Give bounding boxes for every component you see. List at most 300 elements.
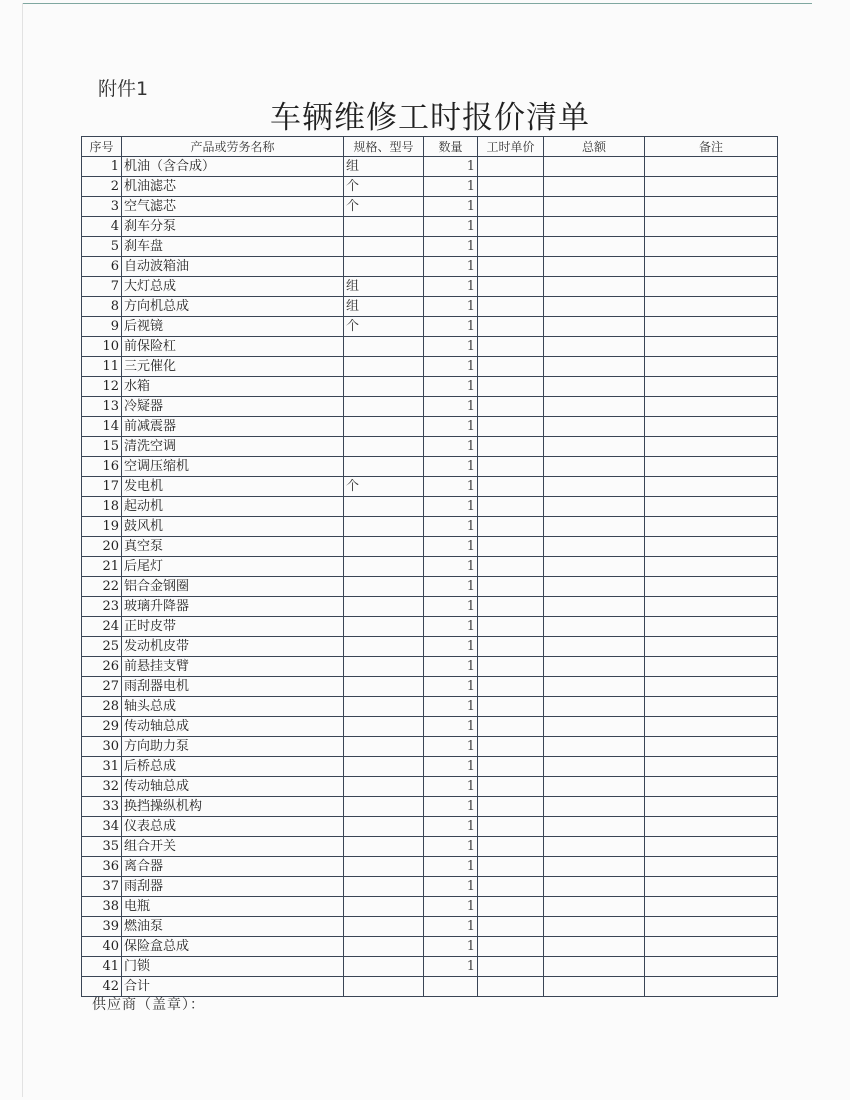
cell-remark [645, 697, 778, 717]
cell-qty: 1 [424, 957, 478, 977]
cell-unit-price [478, 657, 544, 677]
cell-no: 2 [82, 177, 122, 197]
table-row [82, 557, 778, 577]
cell-no: 3 [82, 197, 122, 217]
cell-name: 换挡操纵机构 [122, 797, 344, 817]
cell-spec [344, 417, 424, 437]
cell-spec [344, 597, 424, 617]
table-row [82, 317, 778, 337]
cell-no: 23 [82, 597, 122, 617]
cell-remark [645, 957, 778, 977]
cell-total [544, 477, 645, 497]
cell-name: 正时皮带 [122, 617, 344, 637]
cell-unit-price [478, 737, 544, 757]
cell-unit-price [478, 537, 544, 557]
cell-qty: 1 [424, 757, 478, 777]
cell-name: 电瓶 [122, 897, 344, 917]
cell-total [544, 857, 645, 877]
cell-spec: 个 [344, 477, 424, 497]
cell-qty: 1 [424, 717, 478, 737]
cell-remark [645, 437, 778, 457]
cell-qty: 1 [424, 537, 478, 557]
cell-name: 方向助力泵 [122, 737, 344, 757]
cell-name: 水箱 [122, 377, 344, 397]
cell-unit-price [478, 217, 544, 237]
cell-name: 保险盒总成 [122, 937, 344, 957]
cell-qty: 1 [424, 457, 478, 477]
cell-remark [645, 797, 778, 817]
cell-unit-price [478, 917, 544, 937]
cell-remark [645, 937, 778, 957]
cell-spec [344, 397, 424, 417]
cell-qty: 1 [424, 177, 478, 197]
table-row [82, 377, 778, 397]
cell-unit-price [478, 637, 544, 657]
cell-qty: 1 [424, 817, 478, 837]
table-row [82, 897, 778, 917]
cell-no: 22 [82, 577, 122, 597]
cell-total [544, 677, 645, 697]
cell-unit-price [478, 697, 544, 717]
cell-remark [645, 197, 778, 217]
page-top-rule [22, 3, 812, 4]
cell-total [544, 517, 645, 537]
cell-qty: 1 [424, 417, 478, 437]
cell-name: 起动机 [122, 497, 344, 517]
cell-name: 大灯总成 [122, 277, 344, 297]
table-row [82, 497, 778, 517]
cell-spec [344, 637, 424, 657]
table-row [82, 477, 778, 497]
cell-remark [645, 517, 778, 537]
cell-spec: 组 [344, 157, 424, 177]
table-row [82, 177, 778, 197]
cell-name: 冷疑器 [122, 397, 344, 417]
table-row [82, 597, 778, 617]
cell-total [544, 277, 645, 297]
cell-unit-price [478, 797, 544, 817]
cell-name: 真空泵 [122, 537, 344, 557]
cell-name: 仪表总成 [122, 817, 344, 837]
cell-name: 鼓风机 [122, 517, 344, 537]
cell-unit-price [478, 397, 544, 417]
cell-remark [645, 297, 778, 317]
cell-unit-price [478, 357, 544, 377]
table-row [82, 677, 778, 697]
cell-total [544, 337, 645, 357]
cell-name: 自动波箱油 [122, 257, 344, 277]
table-row [82, 257, 778, 277]
table-row [82, 937, 778, 957]
cell-spec: 个 [344, 177, 424, 197]
cell-no: 32 [82, 777, 122, 797]
cell-no: 34 [82, 817, 122, 837]
cell-no: 31 [82, 757, 122, 777]
cell-spec [344, 457, 424, 477]
cell-remark [645, 617, 778, 637]
table-header-row [82, 137, 778, 157]
cell-total [544, 177, 645, 197]
cell-no: 13 [82, 397, 122, 417]
cell-remark [645, 397, 778, 417]
cell-name: 离合器 [122, 857, 344, 877]
cell-total [544, 837, 645, 857]
cell-name: 雨刮器电机 [122, 677, 344, 697]
cell-qty: 1 [424, 897, 478, 917]
table-row [82, 357, 778, 377]
cell-spec [344, 357, 424, 377]
table-row [82, 457, 778, 477]
cell-remark [645, 917, 778, 937]
cell-spec [344, 437, 424, 457]
cell-unit-price [478, 497, 544, 517]
cell-qty: 1 [424, 597, 478, 617]
cell-spec [344, 657, 424, 677]
table-row [82, 577, 778, 597]
cell-remark [645, 537, 778, 557]
cell-spec [344, 517, 424, 537]
table-row [82, 777, 778, 797]
table-row [82, 717, 778, 737]
cell-unit-price [478, 377, 544, 397]
cell-remark [645, 757, 778, 777]
cell-spec [344, 957, 424, 977]
cell-qty: 1 [424, 877, 478, 897]
cell-total [544, 617, 645, 637]
cell-name: 机油滤芯 [122, 177, 344, 197]
cell-total [544, 697, 645, 717]
cell-spec [344, 937, 424, 957]
cell-total [544, 657, 645, 677]
cell-unit-price [478, 877, 544, 897]
cell-total [544, 457, 645, 477]
cell-no: 20 [82, 537, 122, 557]
cell-spec [344, 237, 424, 257]
cell-remark [645, 237, 778, 257]
cell-spec [344, 777, 424, 797]
page-left-rule [22, 3, 23, 1097]
cell-name: 刹车分泵 [122, 217, 344, 237]
cell-name: 空调压缩机 [122, 457, 344, 477]
table-row [82, 737, 778, 757]
cell-qty: 1 [424, 237, 478, 257]
cell-no: 28 [82, 697, 122, 717]
cell-spec [344, 697, 424, 717]
cell-qty: 1 [424, 497, 478, 517]
cell-spec [344, 257, 424, 277]
table-row [82, 277, 778, 297]
cell-qty: 1 [424, 737, 478, 757]
cell-total [544, 717, 645, 737]
cell-qty: 1 [424, 217, 478, 237]
cell-name: 前悬挂支臂 [122, 657, 344, 677]
cell-unit-price [478, 457, 544, 477]
cell-name: 机油（含合成） [122, 157, 344, 177]
cell-name: 前保险杠 [122, 337, 344, 357]
cell-spec: 组 [344, 297, 424, 317]
table-row [82, 157, 778, 177]
cell-remark [645, 657, 778, 677]
cell-no: 40 [82, 937, 122, 957]
table-row [82, 757, 778, 777]
cell-total [544, 237, 645, 257]
cell-no: 7 [82, 277, 122, 297]
cell-unit-price [478, 937, 544, 957]
cell-total [544, 917, 645, 937]
cell-total [544, 637, 645, 657]
cell-unit-price [478, 177, 544, 197]
cell-unit-price [478, 597, 544, 617]
cell-unit-price [478, 437, 544, 457]
cell-no: 25 [82, 637, 122, 657]
cell-qty: 1 [424, 277, 478, 297]
table-row [82, 637, 778, 657]
cell-remark [645, 157, 778, 177]
cell-total [544, 737, 645, 757]
cell-name: 后桥总成 [122, 757, 344, 777]
cell-remark [645, 877, 778, 897]
cell-no: 38 [82, 897, 122, 917]
cell-remark [645, 557, 778, 577]
cell-qty: 1 [424, 677, 478, 697]
cell-unit-price [478, 317, 544, 337]
cell-total [544, 357, 645, 377]
table-row [82, 237, 778, 257]
cell-no: 12 [82, 377, 122, 397]
cell-qty: 1 [424, 857, 478, 877]
cell-remark [645, 597, 778, 617]
cell-unit-price [478, 297, 544, 317]
cell-no: 15 [82, 437, 122, 457]
cell-total [544, 377, 645, 397]
cell-total [544, 977, 645, 997]
cell-qty: 1 [424, 777, 478, 797]
cell-remark [645, 257, 778, 277]
cell-qty: 1 [424, 937, 478, 957]
cell-total [544, 297, 645, 317]
cell-total [544, 197, 645, 217]
cell-name: 发动机皮带 [122, 637, 344, 657]
cell-total [544, 777, 645, 797]
cell-spec [344, 537, 424, 557]
cell-total [544, 597, 645, 617]
cell-no: 41 [82, 957, 122, 977]
cell-qty: 1 [424, 157, 478, 177]
header-no: 序号 [82, 137, 122, 157]
cell-remark [645, 897, 778, 917]
cell-unit-price [478, 957, 544, 977]
cell-qty: 1 [424, 557, 478, 577]
cell-qty: 1 [424, 337, 478, 357]
cell-remark [645, 497, 778, 517]
cell-no: 42 [82, 977, 122, 997]
cell-no: 29 [82, 717, 122, 737]
cell-name: 空气滤芯 [122, 197, 344, 217]
cell-spec [344, 917, 424, 937]
cell-spec [344, 757, 424, 777]
cell-unit-price [478, 837, 544, 857]
cell-no: 33 [82, 797, 122, 817]
cell-no: 36 [82, 857, 122, 877]
cell-remark [645, 177, 778, 197]
cell-name: 清洗空调 [122, 437, 344, 457]
cell-total [544, 817, 645, 837]
cell-name: 门锁 [122, 957, 344, 977]
cell-no: 37 [82, 877, 122, 897]
cell-unit-price [478, 757, 544, 777]
cell-no: 14 [82, 417, 122, 437]
cell-unit-price [478, 197, 544, 217]
cell-qty: 1 [424, 257, 478, 277]
cell-spec [344, 337, 424, 357]
cell-remark [645, 457, 778, 477]
table-row [82, 957, 778, 977]
cell-name: 轴头总成 [122, 697, 344, 717]
cell-no: 11 [82, 357, 122, 377]
cell-no: 39 [82, 917, 122, 937]
cell-qty: 1 [424, 297, 478, 317]
cell-unit-price [478, 477, 544, 497]
cell-qty: 1 [424, 637, 478, 657]
cell-unit-price [478, 577, 544, 597]
cell-no: 21 [82, 557, 122, 577]
cell-total [544, 757, 645, 777]
cell-total [544, 557, 645, 577]
cell-spec [344, 897, 424, 917]
cell-qty [424, 977, 478, 997]
cell-total [544, 897, 645, 917]
cell-no: 5 [82, 237, 122, 257]
table-row [82, 517, 778, 537]
table-row [82, 217, 778, 237]
cell-remark [645, 277, 778, 297]
table-row [82, 617, 778, 637]
cell-no: 26 [82, 657, 122, 677]
cell-remark [645, 337, 778, 357]
cell-no: 30 [82, 737, 122, 757]
cell-name: 传动轴总成 [122, 717, 344, 737]
cell-no: 19 [82, 517, 122, 537]
cell-qty: 1 [424, 377, 478, 397]
cell-unit-price [478, 157, 544, 177]
cell-name: 三元催化 [122, 357, 344, 377]
cell-spec: 个 [344, 317, 424, 337]
cell-name: 铝合金钢圈 [122, 577, 344, 597]
cell-spec [344, 717, 424, 737]
cell-name: 方向机总成 [122, 297, 344, 317]
cell-no: 24 [82, 617, 122, 637]
cell-no: 18 [82, 497, 122, 517]
cell-total [544, 937, 645, 957]
table-row [82, 857, 778, 877]
cell-name: 组合开关 [122, 837, 344, 857]
cell-spec [344, 817, 424, 837]
cell-remark [645, 377, 778, 397]
cell-remark [645, 857, 778, 877]
header-name: 产品或劳务名称 [122, 137, 344, 157]
cell-qty: 1 [424, 517, 478, 537]
cell-no: 27 [82, 677, 122, 697]
cell-unit-price [478, 977, 544, 997]
cell-no: 8 [82, 297, 122, 317]
cell-unit-price [478, 817, 544, 837]
cell-unit-price [478, 417, 544, 437]
cell-qty: 1 [424, 397, 478, 417]
cell-remark [645, 317, 778, 337]
cell-spec [344, 877, 424, 897]
cell-total [544, 217, 645, 237]
table-row [82, 437, 778, 457]
header-total: 总额 [544, 137, 645, 157]
cell-unit-price [478, 237, 544, 257]
table-row [82, 697, 778, 717]
cell-remark [645, 357, 778, 377]
cell-total [544, 417, 645, 437]
cell-name: 传动轴总成 [122, 777, 344, 797]
supplier-seal-label: 供应商（盖章）： [92, 997, 205, 1013]
cell-total [544, 497, 645, 517]
cell-unit-price [478, 717, 544, 737]
cell-total [544, 437, 645, 457]
table-row [82, 197, 778, 217]
cell-remark [645, 577, 778, 597]
cell-spec [344, 557, 424, 577]
cell-unit-price [478, 277, 544, 297]
cell-qty: 1 [424, 917, 478, 937]
cell-total [544, 157, 645, 177]
cell-no: 16 [82, 457, 122, 477]
cell-qty: 1 [424, 577, 478, 597]
cell-spec [344, 617, 424, 637]
cell-qty: 1 [424, 437, 478, 457]
cell-remark [645, 977, 778, 997]
cell-total [544, 957, 645, 977]
cell-unit-price [478, 857, 544, 877]
header-spec: 规格、型号 [344, 137, 424, 157]
cell-qty: 1 [424, 317, 478, 337]
header-remark: 备注 [645, 137, 778, 157]
cell-unit-price [478, 337, 544, 357]
header-qty: 数量 [424, 137, 478, 157]
cell-no: 4 [82, 217, 122, 237]
cell-remark [645, 677, 778, 697]
cell-no: 10 [82, 337, 122, 357]
cell-total [544, 577, 645, 597]
cell-spec [344, 377, 424, 397]
cell-total [544, 797, 645, 817]
table-row [82, 877, 778, 897]
cell-remark [645, 637, 778, 657]
cell-spec: 个 [344, 197, 424, 217]
cell-unit-price [478, 777, 544, 797]
cell-qty: 1 [424, 357, 478, 377]
cell-qty: 1 [424, 837, 478, 857]
cell-no: 1 [82, 157, 122, 177]
cell-unit-price [478, 617, 544, 637]
table-row [82, 397, 778, 417]
cell-no: 35 [82, 837, 122, 857]
table-row [82, 797, 778, 817]
cell-spec [344, 837, 424, 857]
table-row [82, 297, 778, 317]
cell-remark [645, 477, 778, 497]
cell-spec [344, 217, 424, 237]
cell-qty: 1 [424, 477, 478, 497]
cell-name: 合计 [122, 977, 344, 997]
cell-unit-price [478, 517, 544, 537]
cell-name: 燃油泵 [122, 917, 344, 937]
cell-spec [344, 677, 424, 697]
